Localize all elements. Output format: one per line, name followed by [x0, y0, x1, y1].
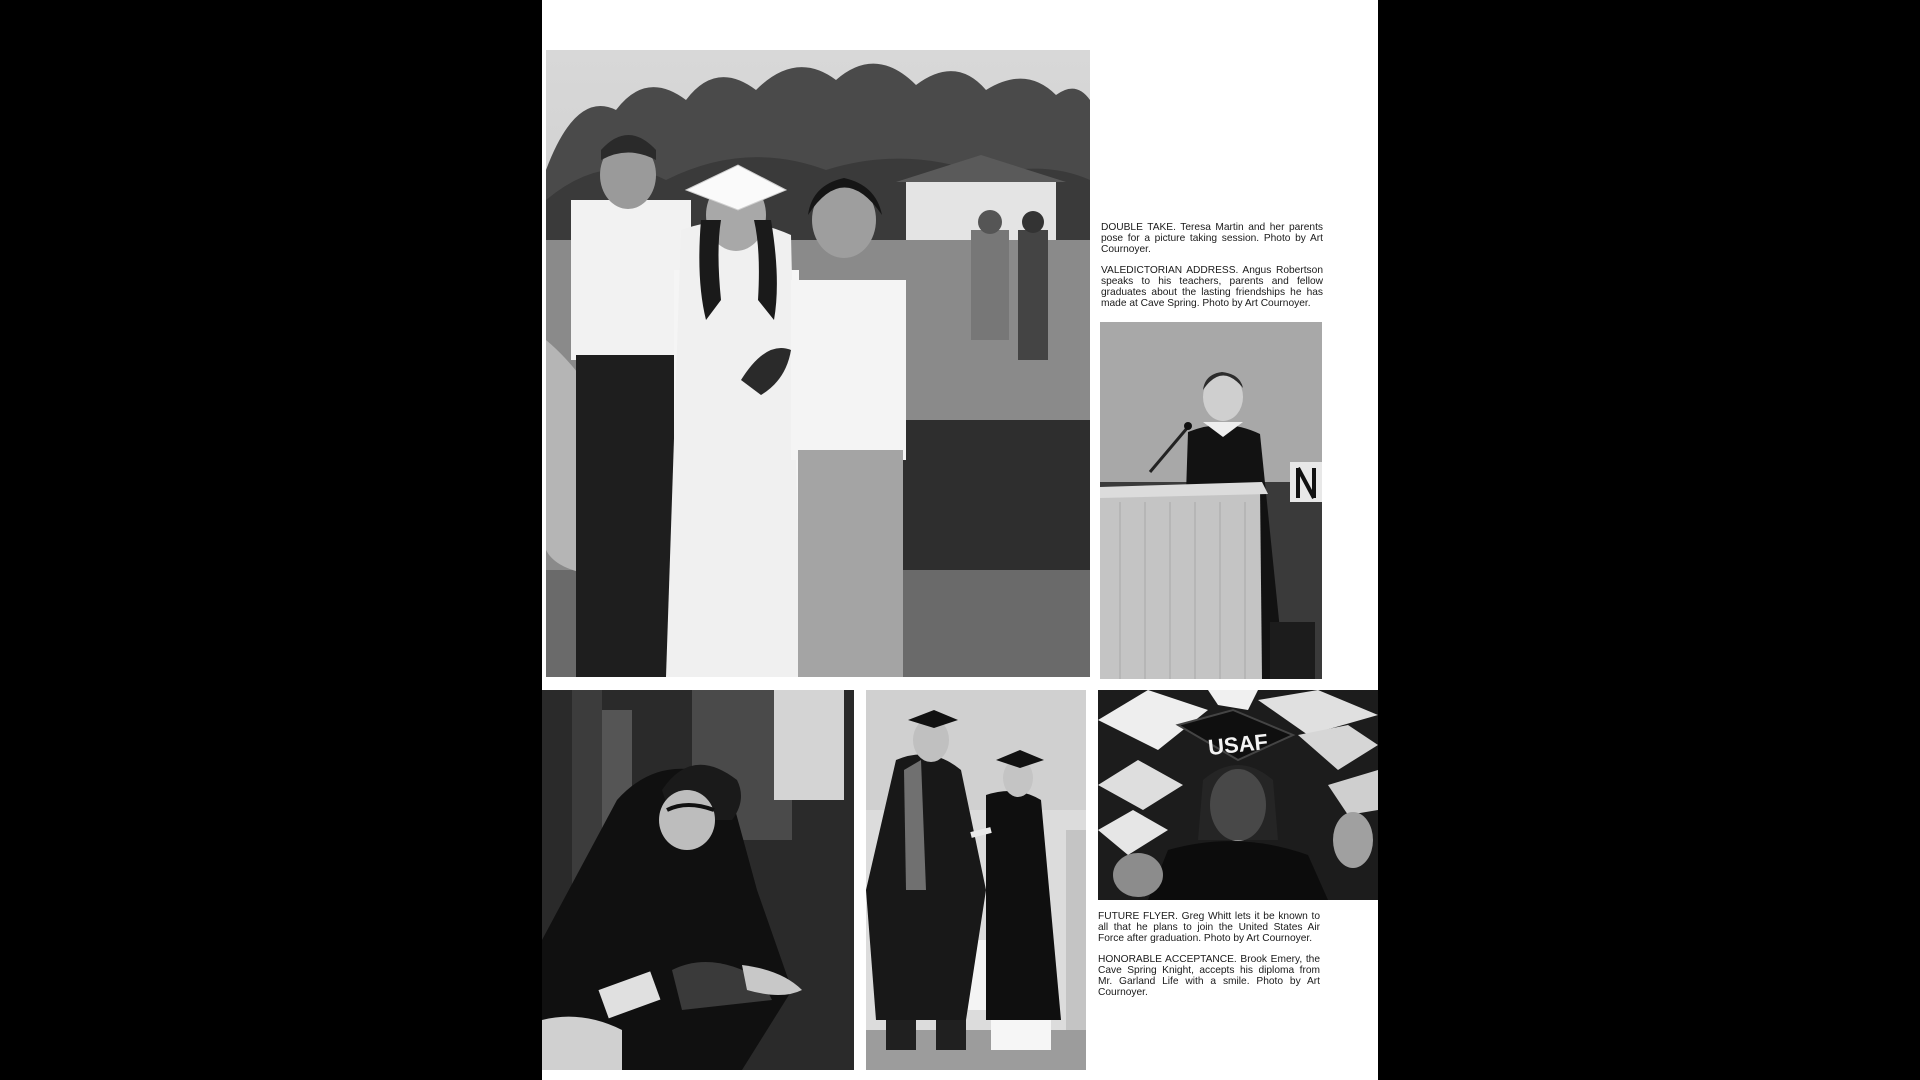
photo-valedictorian-address: [1100, 322, 1322, 679]
photo-seated-graduate: [542, 690, 854, 1070]
caption-future-flyer: FUTURE FLYER. Greg Whitt lets it be known to all that he plans to join the United States Air Force after graduation. Photo by Art Cournoyer.: [1098, 911, 1320, 944]
photo-diploma-acceptance: [866, 690, 1086, 1070]
caption-honorable-acceptance: HONORABLE ACCEPTANCE. Brook Emery, the Cave Spring Knight, accepts his diploma from Mr. Garland Life with a smile. Photo by Art Cournoyer.: [1098, 954, 1320, 998]
photo-family-portrait: [546, 50, 1090, 677]
photo-usaf-cap: [1098, 690, 1378, 900]
caption-valedictorian-address: VALEDICTORIAN ADDRESS. Angus Robertson speaks to his teachers, parents and fellow graduates about the lasting friendships he has made at Cave Spring. Photo by Art Cournoyer.: [1101, 265, 1323, 309]
usaf-cap-lettering: USAF: [1206, 728, 1270, 761]
caption-block-top: [1101, 222, 1323, 319]
caption-block-bottom: [1098, 911, 1320, 1008]
caption-double-take: DOUBLE TAKE. Teresa Martin and her parents pose for a picture taking session. Photo by Art Cournoyer.: [1101, 222, 1323, 255]
yearbook-page: [542, 0, 1378, 1080]
